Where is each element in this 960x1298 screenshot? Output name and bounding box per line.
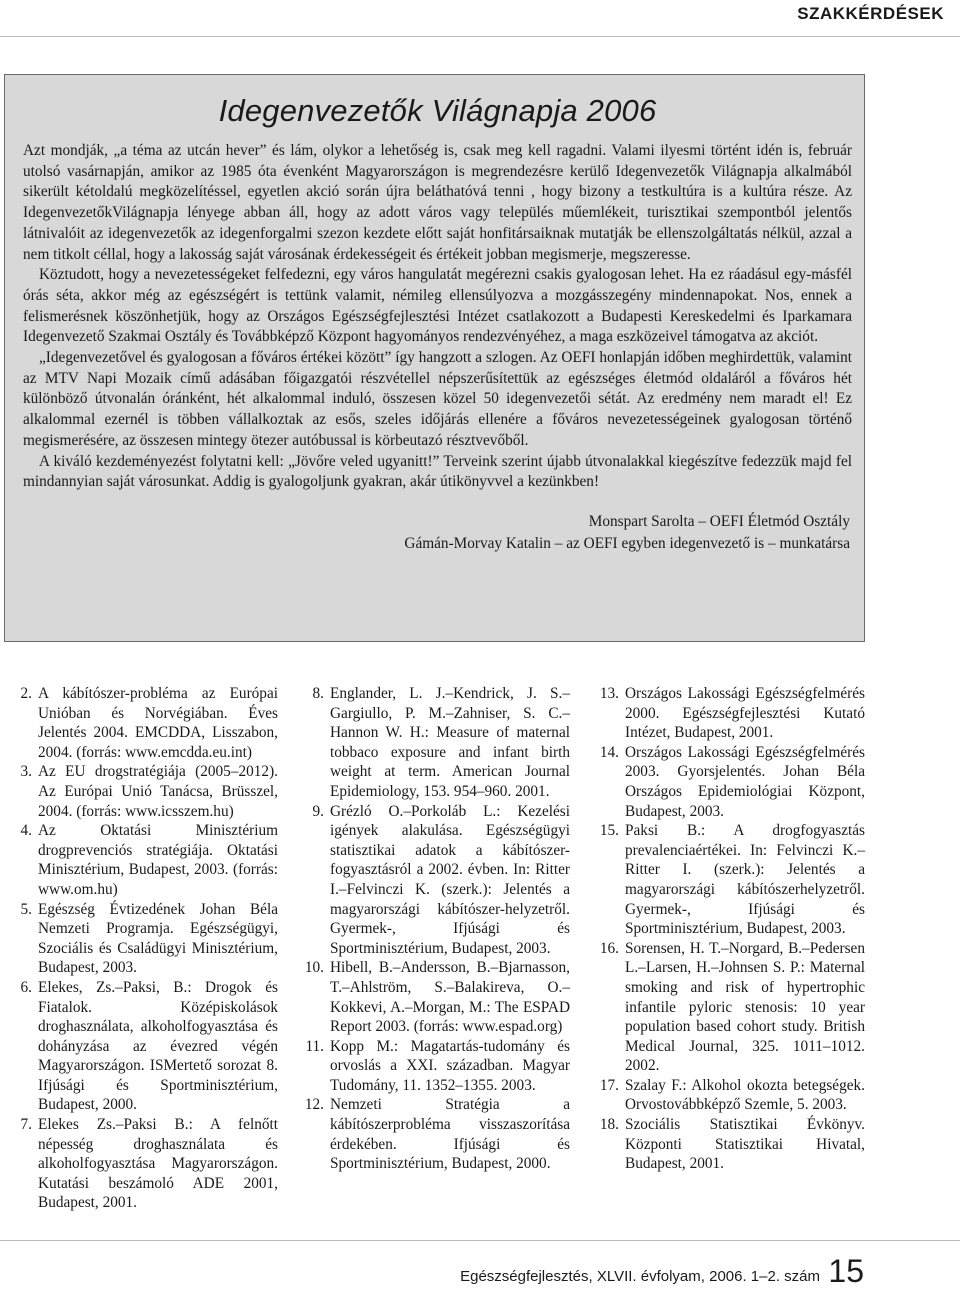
header-rule [0, 36, 960, 37]
reference-item [593, 821, 865, 939]
reference-number: 2. [20, 685, 32, 702]
reference-text: Hibell, B.–Andersson, B.–Bjarnasson, T.–Ahlström, S.–Balakireva, O.–Kokkevi, A.–Morgan, M.: The ESPAD Report 2003. (forrás: www.espad.org) [330, 959, 570, 1036]
page-footer [0, 1240, 960, 1298]
reference-number: 10. [304, 959, 324, 977]
reference-number: 12. [304, 1096, 324, 1114]
reference-number: 11. [305, 1037, 324, 1055]
reference-text: Országos Lakossági Egészségfelmérés 2003. Gyorsjelentés. Johan Béla Országos Epidemiológiai Központ, Budapest, 2003. [625, 743, 865, 820]
reference-item [298, 1037, 570, 1096]
reference-item [6, 900, 278, 978]
reference-text: Elekes, Zs.–Paksi, B.: Drogok és Fiatalok. Középiskolások droghasználata, alkoholfogyasztása és dohányzása az évezred végén Magyarországon. ISMertető sorozat 8. Ifjúsági és Sportminisztérium, Budapest, 2000. [38, 978, 278, 1114]
reference-item [298, 684, 570, 802]
reference-item [593, 1115, 865, 1174]
reference-number: 4. [20, 822, 32, 840]
reference-text: Szociális Statisztikai Évkönyv. Központi Statisztikai Hivatal, Budapest, 2001. [625, 1116, 865, 1173]
reference-item [298, 958, 570, 1036]
reference-item [6, 821, 278, 899]
box-paragraph: Azt mondják, „a téma az utcán hever” és lám, olykor a lehetőség is, csak meg kell ragadni. Valami ilyesmi történt idén is, február utolsó vasárnapján, amikor az 1985 óta évenként Magyarországon is megrendezésre kerülő Idegenvezetők Világnapja alkalmából sikerült kétoldalú megközelítéssel, egyetlen akció során újra beláthatóvá tenni , hogy bizony a testkultúra is a kultúra része. Az IdegenvezetőkVilágnapja lényege abban áll, hogy az adott város vagy település műemlékeit, turisztikai szempontból jelentős látnivalóit az idegenvezetők az idegenforgalmi szezon kezdete előtt saját honfitársaiknak mutatják be ellenszolgáltatás nélkül, azzal a nem titkolt céllal, hogy a lakosság saját városának érdekességeit és értékeit jobban megismerje, megszeresse. [23, 142, 852, 263]
reference-text: Az EU drogstratégiája (2005–2012). Az Európai Unió Tanácsa, Brüsszel, 2004. (forrás: www.icsszem.hu) [38, 763, 278, 820]
reference-number: 16. [599, 939, 619, 957]
reference-text: Egészség Évtizedének Johan Béla Nemzeti Programja. Egészségügyi, Szociális és Családügyi Minisztérium, Budapest, 2003. [38, 900, 278, 977]
reference-item [593, 743, 865, 821]
box-paragraph: „Idegenvezetővel és gyalogosan a főváros értékei között” így hangzott a szlogen. Az OEFI honlapján időben meghirdettük, valamint az MTV Napi Mozaik című adásában főigazgatói részvétellel népszerűsítettük az egészséges életmód oldaláról a főváros hét különböző útvonalán óránként, hét alkalommal induló, összesen közel 50 idegenvezetői sétát. Az eredmény nem maradt el! Ez alkalommal ezernél is többen vállalkoztak az esős, szeles időjárás ellenére a főváros nevezetességeinek gyalogosan történő megismerésére, az összesen mintegy ötezer autóbussal is körbeutazó résztvevőből. [23, 349, 852, 449]
journal-citation: Egészségfejlesztés, XLVII. évfolyam, 2006. 1–2. szám [460, 1268, 820, 1285]
reference-number: 14. [599, 743, 619, 761]
reference-number: 15. [599, 822, 619, 840]
reference-item [6, 684, 278, 762]
reference-item [6, 978, 278, 1115]
reference-number: 9. [312, 802, 324, 820]
reference-number: 8. [312, 685, 324, 702]
reference-number: 3. [20, 763, 32, 781]
reference-text: Szalay F.: Alkohol okozta betegségek. Orvostovábbképző Szemle, 5. 2003. [625, 1076, 865, 1114]
box-paragraph: Köztudott, hogy a nevezetességeket felfedezni, egy város hangulatát megérezni csakis gyalogosan lehet. Ha ez ráadásul egy-másfél órás séta, akkor még az egészségért is tettünk valamit, némileg ellensúlyozva a mozgásszegény mindennapokat. Nos, ennek a felismerésnek köszönhetjük, hogy az Országos Egészségfejlesztési Intézet csatlakozott a Budapesti Kereskedelmi és Iparkamara Idegenvezető Szakmai Osztály és Továbbképző Központ hagyományos rendezvényéhez, a maga eszközeivel támogatva az akciót. [23, 266, 852, 346]
reference-column [298, 684, 570, 1174]
reference-text: Grézló O.–Porkoláb L.: Kezelési igények alakulása. Egészségügyi statisztikai adatok a kábítószer-fogyasztásról a 2002. évben. In: Ritter I.–Felvinczi K. (szerk.): Jelentés a magyarországi kábítószer-helyzetről. Gyermek-, Ifjúsági és Sportminisztérium, Budapest, 2003. [330, 802, 570, 957]
feature-box [4, 74, 865, 642]
reference-text: Kopp M.: Magatartás-tudomány és orvoslás a XXI. században. Magyar Tudomány, 11. 1352–1355. 2003. [330, 1037, 570, 1094]
section-label: SZAKKÉRDÉSEK [797, 4, 944, 23]
reference-number: 6. [20, 978, 32, 996]
reference-list [0, 684, 960, 1244]
signature-line: Monspart Sarolta – OEFI Életmód Osztály [588, 512, 850, 530]
reference-item [593, 684, 865, 743]
reference-item [298, 1095, 570, 1173]
reference-text: Az Oktatási Minisztérium drogprevenciós stratégiája. Oktatási Minisztérium, Budapest, 2003. (forrás: www.om.hu) [38, 822, 278, 898]
box-paragraph: A kiváló kezdeményezést folytatni kell: „Jövőre veled ugyanitt!” Terveink szerint újabb útvonalakkal kiegészítve fedezzük majd fel mindannyian saját városunkat. Addig is gyalogoljunk gyakran, akár útikönyvvel a kezünkben! [23, 452, 852, 491]
reference-text: Sorensen, H. T.–Norgard, B.–Pedersen L.–Larsen, H.–Johnsen S. P.: Maternal smoking and risk of hypertrophic infantile pyloric stenosis: 10 year population based cohort study. British Medical Journal, 325. 1011–1012. 2002. [625, 939, 865, 1075]
footer-rule [0, 1240, 960, 1241]
reference-column [593, 684, 865, 1174]
reference-item [298, 802, 570, 959]
page-number: 15 [828, 1253, 864, 1289]
signature-line: Gámán-Morvay Katalin – az OEFI egyben idegenvezető is – munkatársa [404, 534, 850, 552]
signature [23, 511, 852, 555]
reference-item [593, 1076, 865, 1115]
reference-number: 17. [599, 1076, 619, 1094]
reference-text: A kábítószer-probléma az Európai Unióban és Norvégiában. Éves Jelentés 2004. EMCDDA, Lisszabon, 2004. (forrás: www.emcdda.eu.int) [38, 685, 278, 761]
reference-item [593, 939, 865, 1076]
box-title: Idegenvezetők Világnapja 2006 [218, 93, 657, 128]
reference-text: Országos Lakossági Egészségfelmérés 2000. Egészségfejlesztési Kutató Intézet, Budapest, 2001. [625, 685, 865, 742]
reference-text: Elekes Zs.–Paksi B.: A felnőtt népesség droghasználata és alkoholfogyasztása Magyarországon. Kutatási beszámoló ADE 2001, Budapest, 2001. [38, 1116, 278, 1212]
reference-item [6, 1115, 278, 1213]
reference-text: Paksi B.: A drogfogyasztás prevalenciaértékei. In: Felvinczi K.–Ritter I. (szerk.): Jelentés a magyarországi kábítószerhelyzetről. Gyermek-, Ifjúsági és Sportminisztérium, Budapest, 2003. [625, 822, 865, 938]
reference-number: 18. [599, 1116, 619, 1134]
reference-number: 5. [20, 900, 32, 918]
reference-text: Nemzeti Stratégia a kábítószerprobléma visszaszorítása érdekében. Ifjúsági és Sportminisztérium, Budapest, 2000. [330, 1096, 570, 1173]
reference-number: 7. [20, 1116, 32, 1134]
reference-text: Englander, L. J.–Kendrick, J. S.–Gargiullo, P. M.–Zahniser, S. C.–Hannon W. H.: Measure of maternal tobbaco exposure and infant birth weight at term. American Journal Epidemiology, 153. 954–960. 2001. [330, 685, 570, 800]
reference-column [6, 684, 278, 1213]
reference-item [6, 762, 278, 821]
reference-number: 13. [599, 685, 619, 702]
